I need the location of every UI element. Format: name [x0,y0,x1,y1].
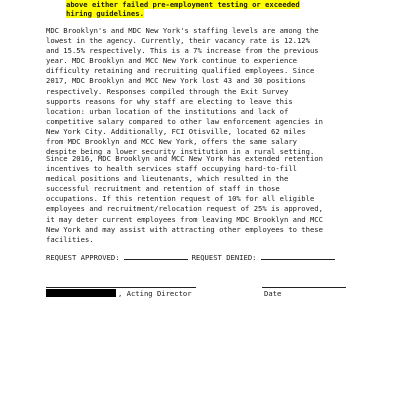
highlighted-line: hiring guidelines. [66,9,144,18]
staffing-paragraph: MDC Brooklyn's and MDC New York's staffing levels are among the lowest in the agency. Currently, their vacancy rate is 12.12% and 15.5% respectively. This is a 7% increase from the previous year. MDC Brooklyn and MCC New York continue to experience difficulty retaining and recruiting qualified employees. Since 2017, MDC Brooklyn and MCC New York lost 43 and 30 positions respectively. Responses compiled through the Exit Survey supports reasons for why staff are electing to leave this location: urban location of the institutions and lack of competitive salary compared to other law enforcement agencies in New York City. Additionally, FCI Otisville, located 62 miles from MDC Brooklyn and MCC New York, offers the same salary despite being a lower security institution in a rural setting. [46,26,323,157]
denied-signature-blank[interactable] [261,253,335,260]
date-label: Date [264,289,282,298]
highlighted-passage [66,0,366,18]
request-decision-row [46,253,335,262]
retention-paragraph: Since 2016, MDC Brooklyn and MCC New York has extended retention incentives to health services staff occupying hard-to-fill medical positions and lieutenants, which resulted in the successful recruitment and retention of staff in those occupations. If this retention request of 10% for all eligible employees and recruitment/relocation request of 25% is approved, it may deter current employees from leaving MDC Brooklyn and MCC New York and may assist with attracting other employees to these facilities. [46,154,323,244]
date-line [262,287,346,288]
signature-line [46,287,196,288]
approved-signature-blank[interactable] [124,253,188,260]
signer-title: , Acting Director [118,289,192,298]
request-approved-label: REQUEST APPROVED: [46,253,120,262]
highlighted-line: above either failed pre-employment testing or exceeded [66,0,300,9]
request-denied-label: REQUEST DENIED: [191,253,257,262]
redacted-name [46,289,116,297]
